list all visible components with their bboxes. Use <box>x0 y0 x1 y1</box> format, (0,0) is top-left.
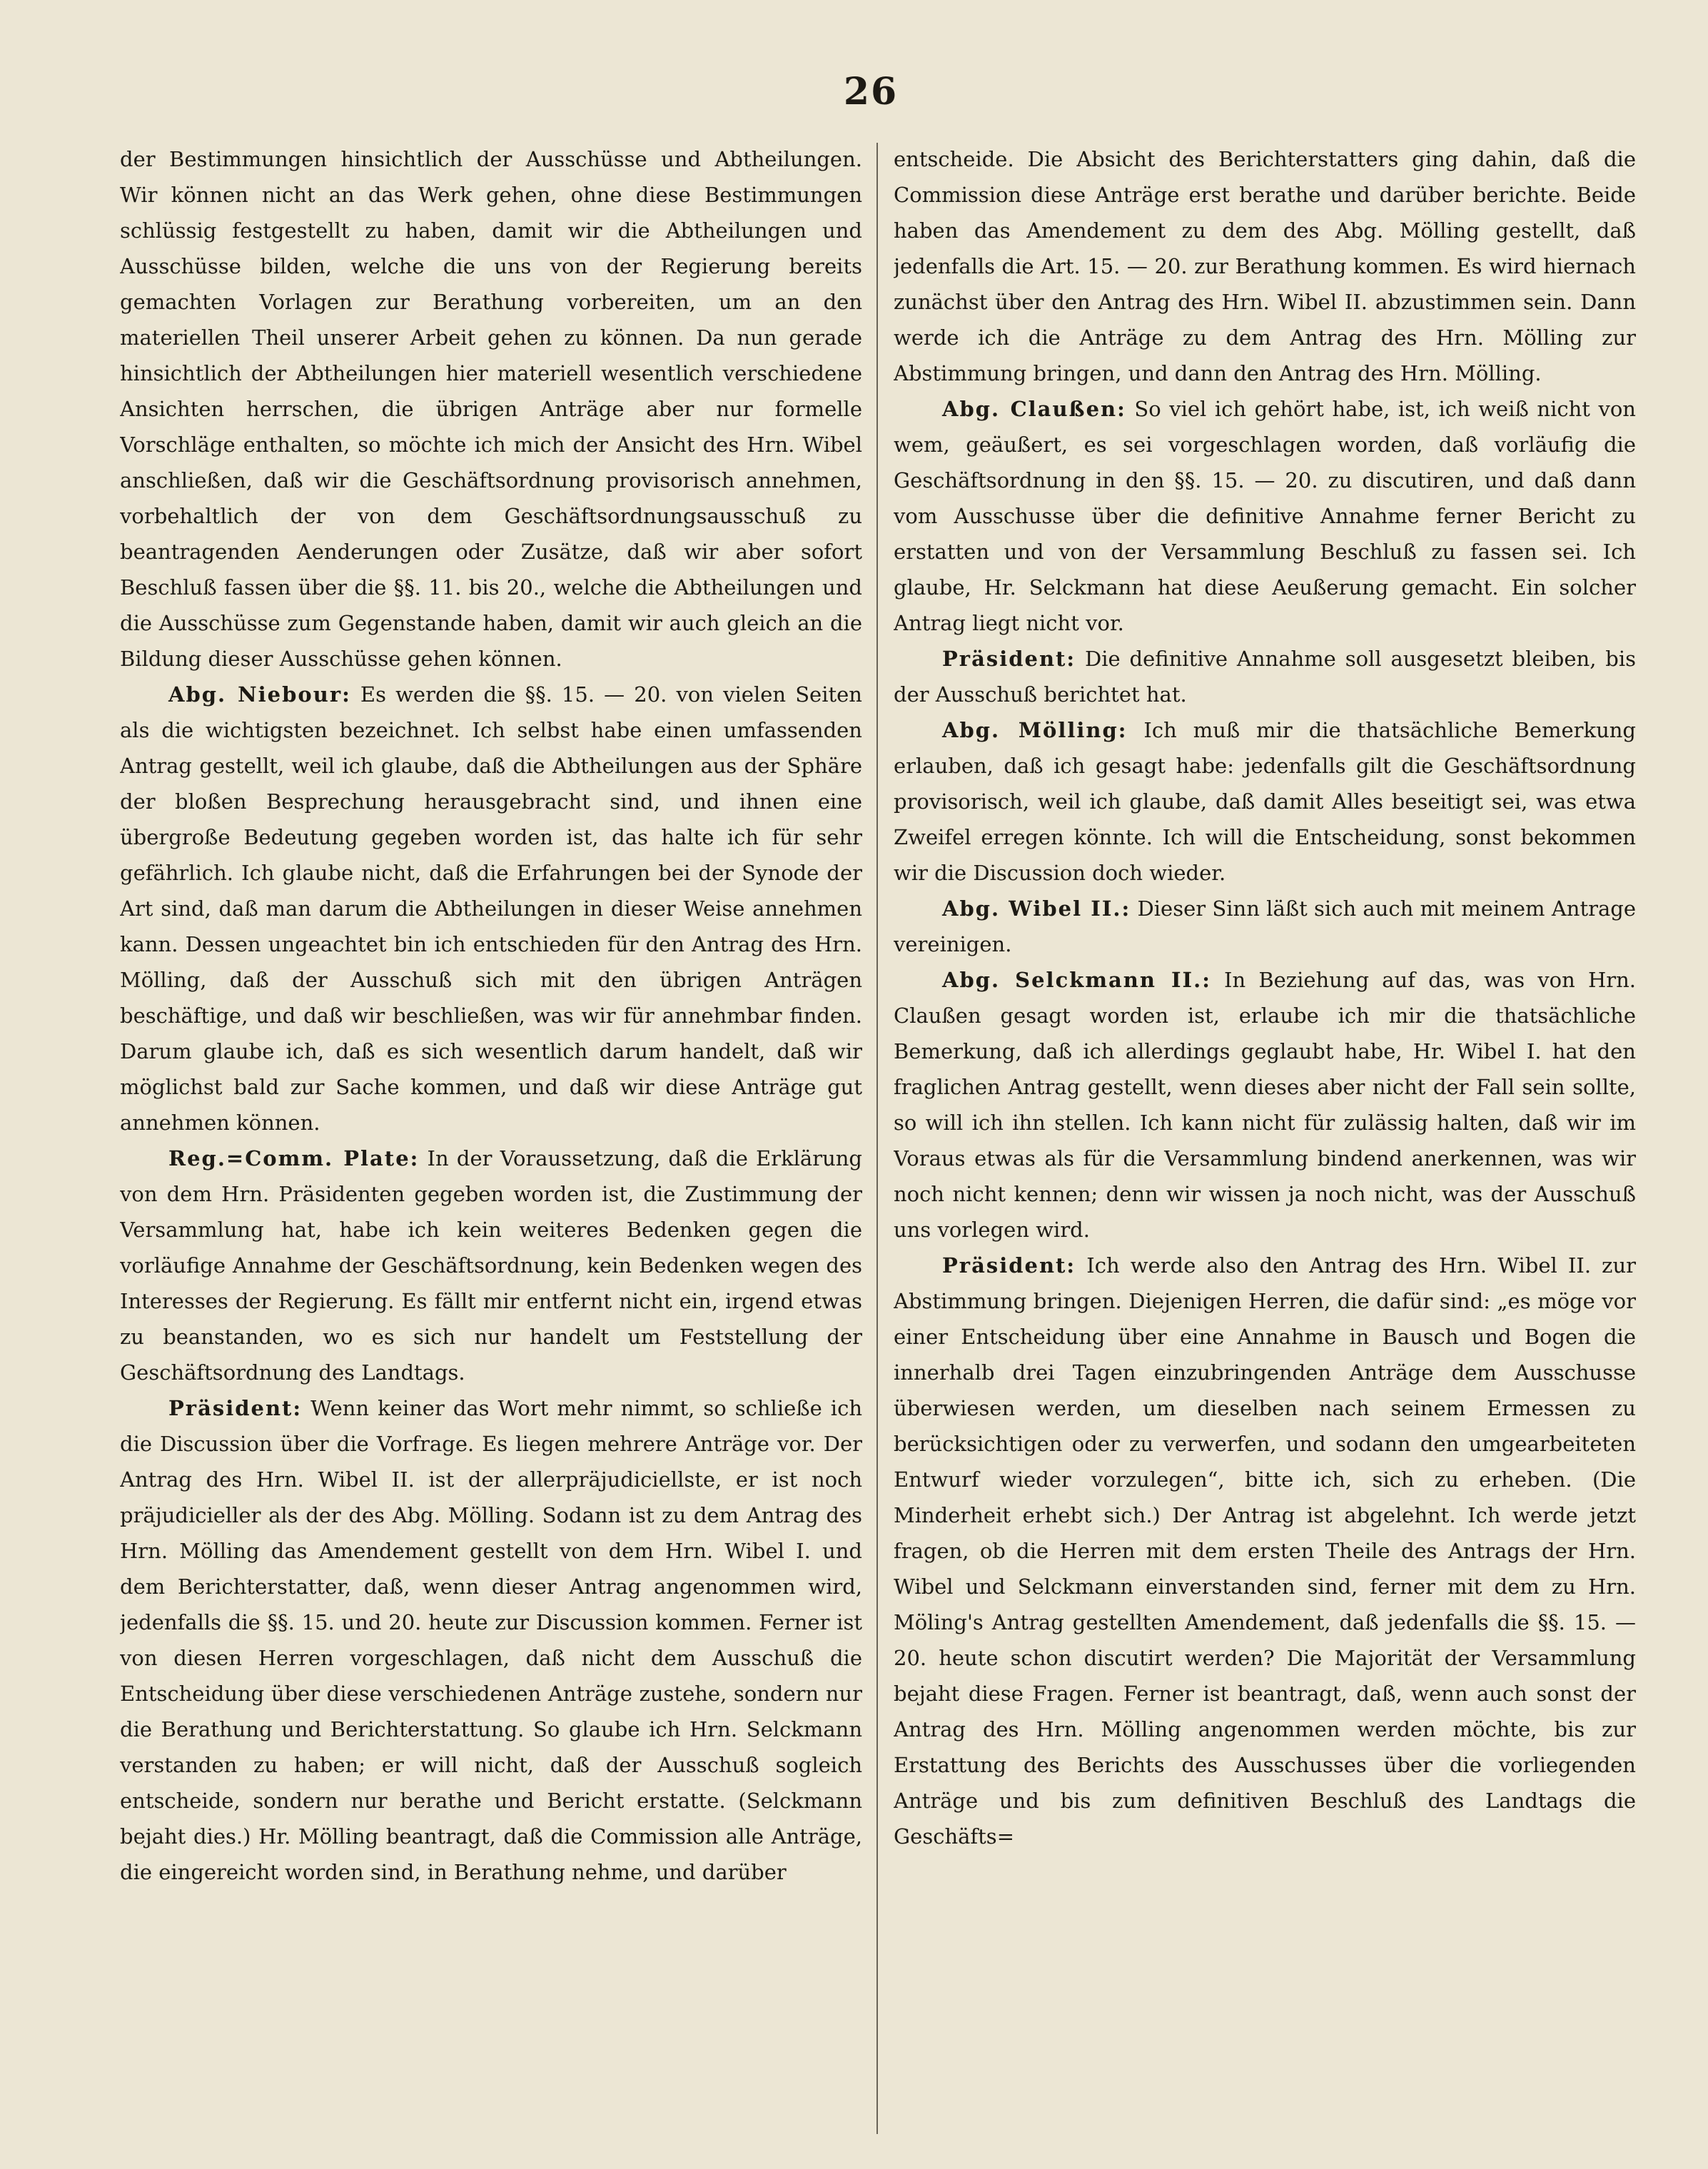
speaker-label: Präsident: <box>942 1253 1076 1278</box>
paragraph <box>894 712 1636 891</box>
paragraph <box>894 141 1636 391</box>
paragraph <box>120 677 862 1141</box>
speaker-label: Abg. Selckmann II.: <box>942 968 1211 992</box>
paragraph <box>894 891 1636 962</box>
paragraph-text: entscheide. Die Absicht des Berichterstatters ging dahin, daß die Commission diese Anträge erst berathe und darüber berichte. Beide haben das Amendement zu dem des Abg. Mölling gestellt, daß jedenfalls die Art. 15. — 20. zur Berathung kommen. Es wird hiernach zunächst über den Antrag des Hrn. Wibel II. abzustimmen sein. Dann werde ich die Anträge zu dem Antrag des Hrn. Mölling zur Abstimmung bringen, und dann den Antrag des Hrn. Mölling. <box>894 147 1636 385</box>
paragraph-text: Wenn keiner das Wort mehr nimmt, so schließe ich die Discussion über die Vorfrage. Es liegen mehrere Anträge vor. Der Antrag des Hrn. Wibel II. ist der allerpräjudiciellste, er ist noch präjudicieller als der des Abg. Mölling. Sodann ist zu dem Antrag des Hrn. Mölling das Amendement gestellt von dem Hrn. Wibel I. und dem Berichterstatter, daß, wenn dieser Antrag angenommen wird, jedenfalls die §§. 15. und 20. heute zur Discussion kommen. Ferner ist von diesen Herren vorgeschlagen, daß nicht dem Ausschuß die Entscheidung über diese verschiedenen Anträge zustehe, sondern nur die Berathung und Berichterstattung. So glaube ich Hrn. Selckmann verstanden zu haben; er will nicht, daß der Ausschuß sogleich entscheide, sondern nur berathe und Bericht erstatte. (Selckmann bejaht dies.) Hr. Mölling beantragt, daß die Commission alle Anträge, die eingereicht worden sind, in Berathung nehme, und darüber <box>120 1396 862 1884</box>
paragraph-text: So viel ich gehört habe, ist, ich weiß nicht von wem, geäußert, es sei vorgeschlagen worden, daß vorläufig die Geschäftsordnung in den §§. 15. — 20. zu discutiren, und daß dann vom Ausschusse über die definitive Annahme ferner Bericht zu erstatten und von der Versammlung Beschluß zu fassen sei. Ich glaube, Hr. Selckmann hat diese Aeußerung gemacht. Ein solcher Antrag liegt nicht vor. <box>894 397 1636 635</box>
speaker-label: Abg. Mölling: <box>942 718 1128 742</box>
speaker-label: Reg.=Comm. Plate: <box>168 1146 420 1171</box>
paragraph-text: Die definitive Annahme soll ausgesetzt bleiben, bis der Ausschuß berichtet hat. <box>894 647 1636 707</box>
speaker-label: Präsident: <box>942 647 1076 671</box>
paragraph-text: der Bestimmungen hinsichtlich der Ausschüsse und Abtheilungen. Wir können nicht an das Werk gehen, ohne diese Bestimmungen schlüssig festgestellt zu haben, damit wir die Abtheilungen und Ausschüsse bilden, welche die uns von der Regierung bereits gemachten Vorlagen zur Berathung vorbereiten, um an den materiellen Theil unserer Arbeit gehen zu können. Da nun gerade hinsichtlich der Abtheilungen hier materiell wesentlich verschiedene Ansichten herrschen, die übrigen Anträge aber nur formelle Vorschläge enthalten, so möchte ich mich der Ansicht des Hrn. Wibel anschließen, daß wir die Geschäftsordnung provisorisch annehmen, vorbehaltlich der von dem Geschäftsordnungsausschuß zu beantragenden Aenderungen oder Zusätze, daß wir aber sofort Beschluß fassen über die §§. 11. bis 20., welche die Abtheilungen und die Ausschüsse zum Gegenstande haben, damit wir auch gleich an die Bildung dieser Ausschüsse gehen können. <box>120 147 862 671</box>
column-divider <box>876 143 878 2134</box>
speaker-label: Präsident: <box>168 1396 303 1420</box>
paragraph <box>120 1390 862 1890</box>
paragraph <box>894 1248 1636 1854</box>
speaker-label: Abg. Niebour: <box>168 682 351 707</box>
paragraph <box>894 391 1636 641</box>
paragraph-text: Dieser Sinn läßt sich auch mit meinem Antrage vereinigen. <box>894 896 1636 956</box>
paragraph <box>894 962 1636 1248</box>
speaker-label: Abg. Claußen: <box>942 397 1126 421</box>
paragraph-text: In der Voraussetzung, daß die Erklärung von dem Hrn. Präsidenten gegeben worden ist, die Zustimmung der Versammlung hat, habe ich kein weiteres Bedenken gegen die vorläufige Annahme der Geschäftsordnung, kein Bedenken wegen des Interesses der Regierung. Es fällt mir entfernt nicht ein, irgend etwas zu beanstanden, wo es sich nur handelt um Feststellung der Geschäftsordnung des Landtags. <box>120 1146 862 1385</box>
paragraph-text: Es werden die §§. 15. — 20. von vielen Seiten als die wichtigsten bezeichnet. Ich selbst habe einen umfassenden Antrag gestellt, weil ich glaube, daß die Abtheilungen aus der Sphäre der bloßen Besprechung herausgebracht sind, und ihnen eine übergroße Bedeutung gegeben worden ist, das halte ich für sehr gefährlich. Ich glaube nicht, daß die Erfahrungen bei der Synode der Art sind, daß man darum die Abtheilungen in dieser Weise annehmen kann. Dessen ungeachtet bin ich entschieden für den Antrag des Hrn. Mölling, daß der Ausschuß sich mit den übrigen Anträgen beschäftige, und daß wir beschließen, was wir für annehmbar finden. Darum glaube ich, daß es sich wesentlich darum handelt, daß wir möglichst bald zur Sache kommen, und daß wir diese Anträge gut annehmen können. <box>120 682 862 1135</box>
paragraph <box>120 1141 862 1390</box>
left-column <box>120 141 862 2133</box>
paragraph <box>894 641 1636 712</box>
paragraph-text: In Beziehung auf das, was von Hrn. Claußen gesagt worden ist, erlaube ich mir die thatsächliche Bemerkung, daß ich allerdings geglaubt habe, Hr. Wibel I. hat den fraglichen Antrag gestellt, wenn dieses aber nicht der Fall sein sollte, so will ich ihn stellen. Ich kann nicht für zulässig halten, daß wir im Voraus etwas als für die Versammlung bindend anerkennen, was wir noch nicht kennen; denn wir wissen ja noch nicht, was der Ausschuß uns vorlegen wird. <box>894 968 1636 1242</box>
paragraph-text: Ich werde also den Antrag des Hrn. Wibel II. zur Abstimmung bringen. Diejenigen Herren, die dafür sind: „es möge vor einer Entscheidung über eine Annahme in Bausch und Bogen die innerhalb drei Tagen einzubringenden Anträge dem Ausschusse überwiesen werden, um dieselben nach seinem Ermessen zu berücksichtigen oder zu verwerfen, und sodann den umgearbeiteten Entwurf wieder vorzulegen“, bitte ich, sich zu erheben. (Die Minderheit erhebt sich.) Der Antrag ist abgelehnt. Ich werde jetzt fragen, ob die Herren mit dem ersten Theile des Antrags der Hrn. Wibel und Selckmann einverstanden sind, ferner mit dem zu Hrn. Möling's Antrag gestellten Amendement, daß jedenfalls die §§. 15. — 20. heute schon discutirt werden? Die Majorität der Versammlung bejaht diese Fragen. Ferner ist beantragt, daß, wenn auch sonst der Antrag des Hrn. Mölling angenommen werden möchte, bis zur Erstattung des Berichts des Ausschusses über die vorliegenden Anträge und bis zum definitiven Beschluß des Landtags die Geschäfts= <box>894 1253 1636 1849</box>
paragraph-text: Ich muß mir die thatsächliche Bemerkung erlauben, daß ich gesagt habe: jedenfalls gilt die Geschäftsordnung provisorisch, weil ich glaube, daß damit Alles beseitigt sei, was etwa Zweifel erregen könnte. Ich will die Entscheidung, sonst bekommen wir die Discussion doch wieder. <box>894 718 1636 885</box>
page-number: 26 <box>843 70 899 113</box>
right-column <box>894 141 1636 2133</box>
speaker-label: Abg. Wibel II.: <box>942 896 1131 921</box>
paragraph <box>120 141 862 677</box>
